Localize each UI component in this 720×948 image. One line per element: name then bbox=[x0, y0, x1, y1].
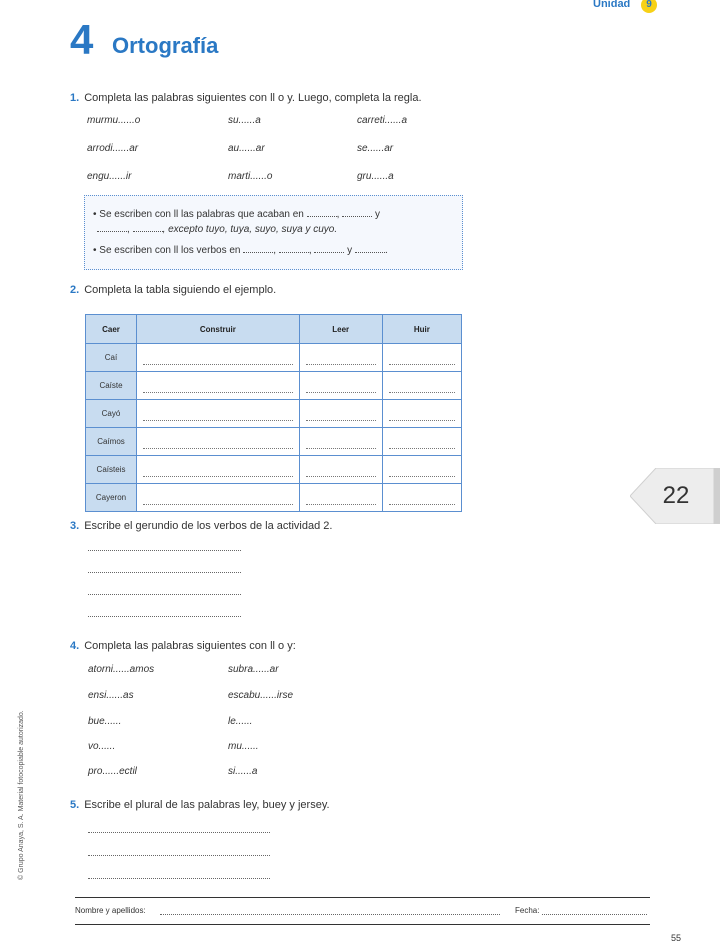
table-answer-cell[interactable] bbox=[382, 428, 461, 456]
question-3-number: 3. bbox=[70, 520, 80, 532]
q4-word: pro......ectil bbox=[88, 766, 137, 777]
table-header: Leer bbox=[299, 315, 382, 344]
chapter-title: Ortografía bbox=[112, 33, 219, 58]
table-answer-cell[interactable] bbox=[299, 344, 382, 372]
question-5 bbox=[70, 799, 330, 811]
table-answer-cell[interactable] bbox=[382, 372, 461, 400]
name-field[interactable] bbox=[160, 914, 500, 915]
q1-word: carreti......a bbox=[357, 115, 408, 126]
table-answer-cell[interactable] bbox=[137, 344, 300, 372]
bullet: • bbox=[93, 245, 100, 256]
rule-1-line: • Se escriben con ll las palabras que acaban en , y bbox=[93, 209, 380, 220]
answer-line[interactable] bbox=[88, 550, 241, 551]
table-header: Huir bbox=[382, 315, 461, 344]
table-answer-cell[interactable] bbox=[299, 372, 382, 400]
q1-word: arrodi......ar bbox=[87, 143, 139, 154]
table-answer-cell[interactable] bbox=[382, 484, 461, 512]
table-answer-cell[interactable] bbox=[137, 484, 300, 512]
footer-bottom-rule bbox=[75, 924, 650, 925]
answer-blank[interactable] bbox=[355, 244, 385, 253]
answer-line[interactable] bbox=[88, 878, 270, 879]
date-field[interactable] bbox=[542, 914, 647, 915]
table-answer-cell[interactable] bbox=[137, 372, 300, 400]
date-label: Fecha: bbox=[515, 906, 540, 915]
answer-blank[interactable] bbox=[314, 244, 344, 253]
q4-word: vo...... bbox=[88, 741, 116, 752]
table-answer-cell[interactable] bbox=[382, 456, 461, 484]
table-row bbox=[86, 484, 462, 512]
page-tab-number: 22 bbox=[662, 482, 690, 509]
unit-number-badge: 9 bbox=[641, 0, 657, 13]
question-4-number: 4. bbox=[70, 640, 80, 652]
table-answer-cell[interactable] bbox=[299, 456, 382, 484]
q1-word: murmu......o bbox=[87, 115, 141, 126]
table-answer-cell[interactable] bbox=[299, 400, 382, 428]
q4-word: ensi......as bbox=[88, 690, 134, 701]
table-row bbox=[86, 344, 462, 372]
table-header: Caer bbox=[86, 315, 137, 344]
q4-word: le...... bbox=[228, 716, 253, 727]
table-answer-cell[interactable] bbox=[137, 400, 300, 428]
table-cell-example: Cayeron bbox=[86, 484, 137, 512]
unit-label: Unidad bbox=[593, 0, 631, 10]
rule-2-line: • Se escriben con ll los verbos en , , y . bbox=[93, 245, 388, 256]
answer-line[interactable] bbox=[88, 594, 241, 595]
footer-top-rule bbox=[75, 897, 650, 898]
table-cell-example: Cayó bbox=[86, 400, 137, 428]
question-1-number: 1. bbox=[70, 92, 80, 104]
table-answer-cell[interactable] bbox=[299, 428, 382, 456]
question-2-text: Completa la tabla siguiendo el ejemplo. bbox=[84, 284, 277, 296]
answer-blank[interactable] bbox=[97, 223, 127, 232]
table-row bbox=[86, 456, 462, 484]
copyright-notice: © Grupo Anaya, S. A. Material fotocopiable autorizado. bbox=[18, 710, 25, 880]
question-3-text: Escribe el gerundio de los verbos de la actividad 2. bbox=[84, 520, 333, 532]
rule-box bbox=[84, 195, 463, 270]
table-row bbox=[86, 372, 462, 400]
table-answer-cell[interactable] bbox=[299, 484, 382, 512]
question-2-number: 2. bbox=[70, 284, 80, 296]
rule-2-y: y bbox=[347, 245, 353, 256]
q1-word: gru......a bbox=[357, 171, 394, 182]
q4-word: si......a bbox=[228, 766, 258, 777]
answer-line[interactable] bbox=[88, 572, 241, 573]
side-scroll-bar bbox=[714, 468, 720, 524]
answer-blank[interactable] bbox=[342, 208, 372, 217]
rule-1-continuation: , , excepto tuyo, tuya, suyo, suya y cuyo. bbox=[97, 223, 337, 235]
rule-1-end: , excepto tuyo, tuya, suyo, suya y cuyo. bbox=[162, 224, 338, 235]
answer-line[interactable] bbox=[88, 832, 270, 833]
question-5-number: 5. bbox=[70, 799, 80, 811]
page-number: 55 bbox=[671, 933, 682, 943]
table-row bbox=[86, 428, 462, 456]
q1-word: se......ar bbox=[357, 143, 394, 154]
answer-blank[interactable] bbox=[133, 223, 163, 232]
answer-blank[interactable] bbox=[279, 244, 309, 253]
q4-word: subra......ar bbox=[228, 664, 279, 675]
rule-2-start: Se escriben con ll los verbos en bbox=[99, 245, 241, 256]
table-row bbox=[86, 400, 462, 428]
table-cell-example: Caíste bbox=[86, 372, 137, 400]
table-answer-cell[interactable] bbox=[382, 344, 461, 372]
bullet: • bbox=[93, 209, 100, 220]
table-header-row bbox=[86, 315, 462, 344]
question-1 bbox=[70, 92, 422, 104]
conjugation-table bbox=[85, 314, 462, 512]
q1-word: au......ar bbox=[228, 143, 265, 154]
rule-1-start: Se escriben con ll las palabras que acaban en bbox=[99, 209, 304, 220]
q1-word: engu......ir bbox=[87, 171, 132, 182]
q4-word: atorni......amos bbox=[88, 664, 155, 675]
table-cell-example: Caísteis bbox=[86, 456, 137, 484]
table-cell-example: Caí bbox=[86, 344, 137, 372]
question-3 bbox=[70, 520, 332, 532]
q4-word: escabu......irse bbox=[228, 690, 294, 701]
q4-word: bue...... bbox=[88, 716, 122, 727]
question-2 bbox=[70, 284, 276, 296]
table-header: Construir bbox=[137, 315, 300, 344]
name-label: Nombre y apellidos: bbox=[75, 906, 146, 915]
question-1-text: Completa las palabras siguientes con ll o y. Luego, completa la regla. bbox=[84, 92, 422, 104]
table-answer-cell[interactable] bbox=[382, 400, 461, 428]
question-5-text: Escribe el plural de las palabras ley, buey y jersey. bbox=[84, 799, 330, 811]
q1-word: marti......o bbox=[228, 171, 273, 182]
answer-line[interactable] bbox=[88, 855, 270, 856]
table-cell-example: Caímos bbox=[86, 428, 137, 456]
q1-word: su......a bbox=[228, 115, 261, 126]
chapter-number: 4 bbox=[70, 16, 94, 63]
table-answer-cell[interactable] bbox=[137, 456, 300, 484]
table-answer-cell[interactable] bbox=[137, 428, 300, 456]
answer-line[interactable] bbox=[88, 616, 241, 617]
question-4-text: Completa las palabras siguientes con ll o y: bbox=[84, 640, 296, 652]
answer-blank[interactable] bbox=[307, 208, 337, 217]
question-4 bbox=[70, 640, 296, 652]
answer-blank[interactable] bbox=[243, 244, 273, 253]
rule-1-y: y bbox=[375, 209, 380, 220]
q4-word: mu...... bbox=[228, 741, 259, 752]
